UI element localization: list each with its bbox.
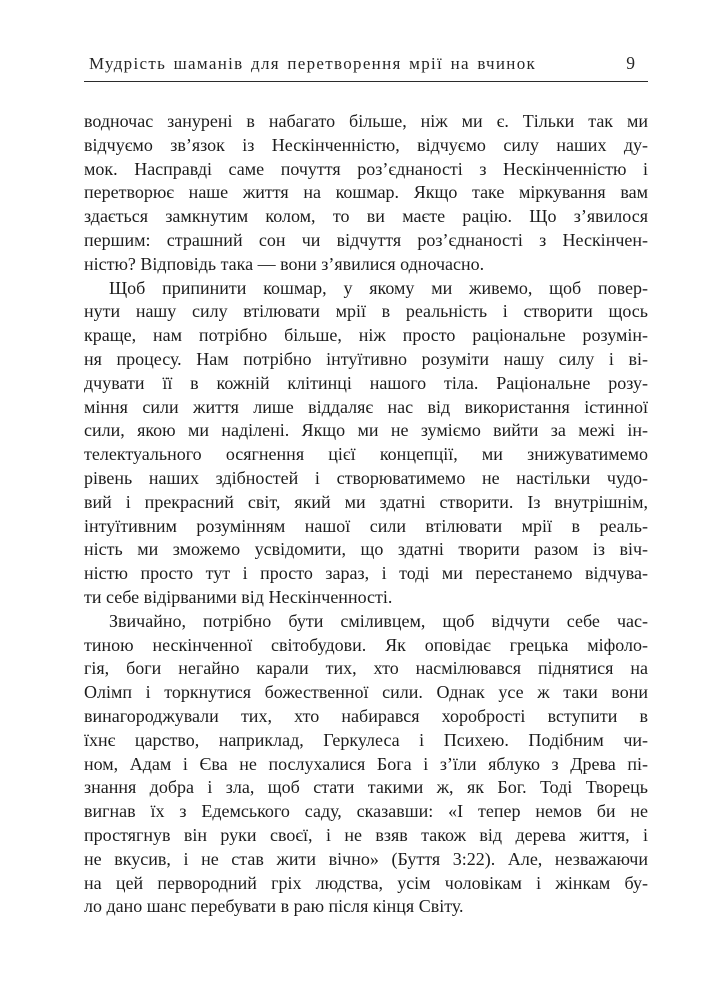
text-line: тиною нескінченної світобудови. Як оповідає грецька міфоло- [84,634,648,655]
header-title: Мудрість шаманів для перетворення мрії на вчинок [89,54,537,73]
page-content [84,0,648,919]
text-line: ня процесу. Нам потрібно інтуїтивно розуміти нашу силу і ві- [84,348,648,369]
text-line: першим: страшний сон чи відчуття роз’єднаності з Нескінчен- [84,229,648,250]
text-line: інтуїтивним розумінням нашої сили втілювати мрії в реаль- [84,515,648,536]
text-line: міння сили життя лише віддаляє нас від використання істинної [84,396,648,417]
text-line: краще, нам потрібно більше, ніж просто раціональне розумін- [84,325,648,346]
text-line: сили, якою ми наділені. Якщо ми не зуміємо вийти за межі ін- [84,420,648,441]
text-line: водночас занурені в набагато більше, ніж ми є. Тільки так ми [84,111,648,131]
text-line: мок. Насправді саме почуття роз’єднаності з Нескінченністю і [84,158,648,179]
text-line: ном, Адам і Єва не послухалися Бога і з’їли яблуко з Древа пі- [84,753,648,774]
text-line: ти себе відірваними від Нескінченності. [84,586,393,607]
text-line: ністю просто тут і просто зараз, і тоді ми перестанемо відчува- [84,563,648,584]
text-line: Олімп і торкнутися божественної сили. Однак усе ж таки вони [84,682,648,703]
text-line: здається замкнутим колом, то ви маєте рацію. Що з’явилося [84,206,648,227]
text-line: рівень наших здібностей і створюватимемо не настільки чудо- [84,467,648,488]
text-line: вигнав їх з Едемського саду, сказавши: «І тепер немов би не [84,801,648,822]
text-line: вий і прекрасний світ, який ми здатні створити. Із внутрішнім, [84,491,648,512]
text-line: ло дано шанс перебувати в раю після кінця Світу. [84,896,464,917]
text-line: простягнув він руки своєї, і не взяв також від дерева життя, і [84,824,648,845]
text-line: не вкусив, і не став жити вічно» (Буття 3:22). Але, незважаючи [84,848,648,869]
text-line: дчувати її в кожній клітинці нашого тіла. Раціональне розу- [84,372,648,393]
text-line: ність ми зможемо усвідомити, що здатні творити разом із віч- [84,539,648,560]
text-line: на цей первородний гріх людства, усім чоловікам і жінкам бу- [84,872,648,893]
text-line: винагороджували тих, хто набирався хоробрості вступити в [84,705,648,726]
text-line: нути нашу силу втілювати мрії в реальність і створити щось [84,301,648,322]
text-line: ністю? Відповідь така — вони з’явилися одночасно. [84,253,485,274]
text-line: Щоб припинити кошмар, у якому ми живемо, щоб повер- [109,277,648,298]
text-line: гія, боги негайно карали тих, хто насмілювався піднятися на [84,658,648,679]
text-line: Звичайно, потрібно бути сміливцем, щоб відчути себе час- [109,610,648,631]
page-body [84,110,648,919]
text-line: їхнє царство, наприклад, Геркулеса і Психею. Подібним чи- [84,729,648,750]
running-header [84,53,648,82]
text-line: відчуємо зв’язок із Нескінченністю, відчуємо силу наших ду- [84,134,648,155]
text-line: знання добра і зла, щоб стати такими ж, як Бог. Тоді Творець [84,777,648,798]
text-line: телектуального осягнення цієї концепції, ми знижуватимемо [84,444,648,465]
text-line: перетворює наше життя на кошмар. Якщо таке міркування вам [84,182,648,203]
page-number: 9 [626,53,635,73]
